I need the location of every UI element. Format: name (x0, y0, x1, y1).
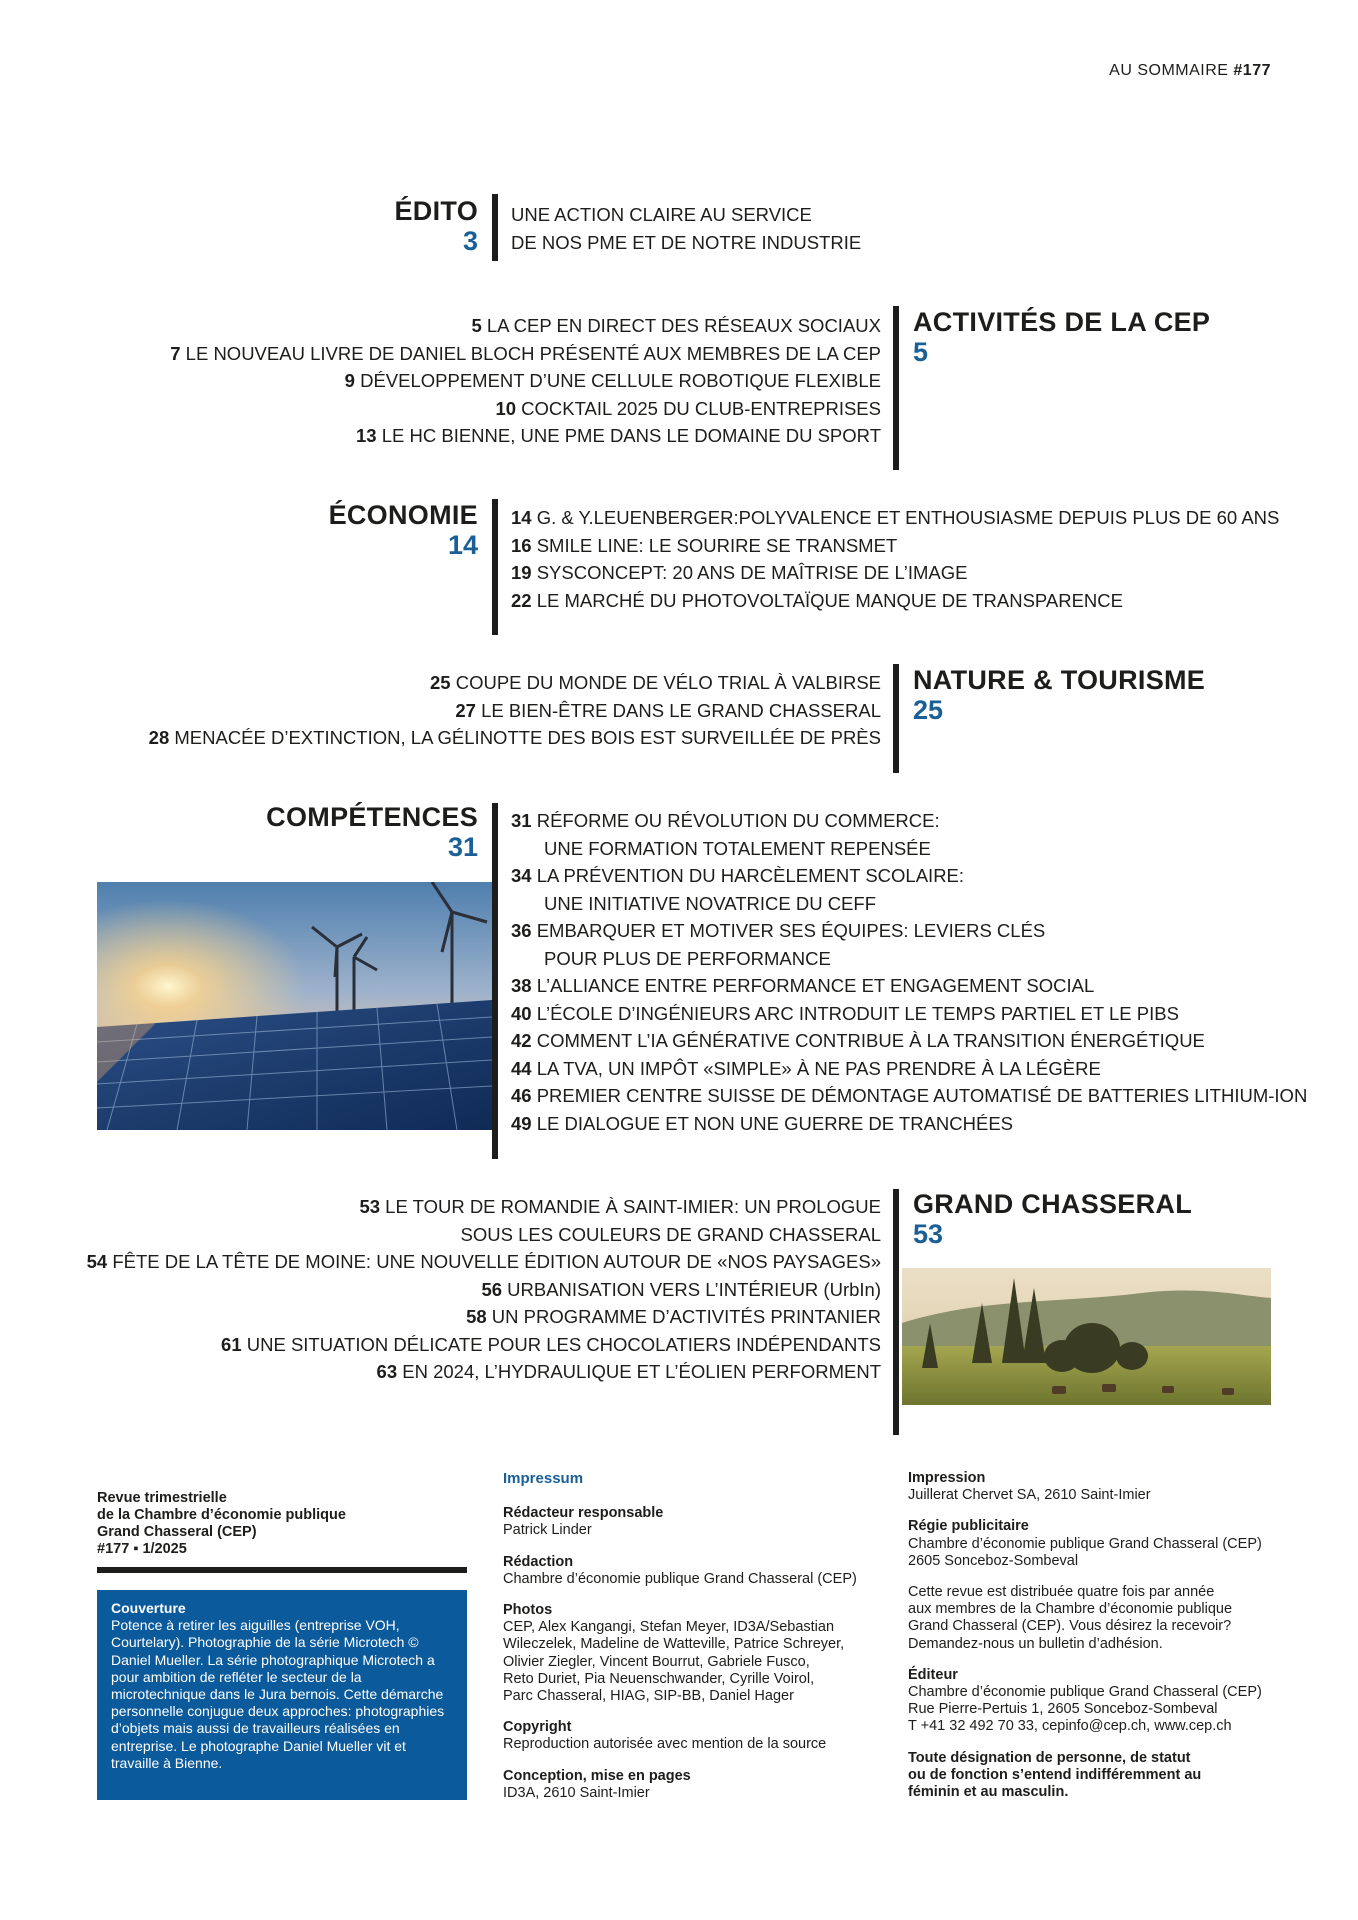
section-nature-heading (913, 665, 1205, 724)
impressum-block (503, 1768, 883, 1802)
section-title: NATURE & TOURISME (913, 665, 1206, 695)
cover-title: Couverture (111, 1600, 186, 1616)
section-page: 25 (913, 695, 944, 725)
impressum-block (503, 1505, 883, 1539)
toc-entry-continued (511, 835, 1307, 863)
toc-entry-continued (511, 890, 1307, 918)
competences-list (511, 807, 1307, 1137)
toc-entry-title: LA PRÉVENTION DU HARCÈLEMENT SCOLAIRE: (531, 865, 965, 886)
section-page: 3 (462, 226, 478, 256)
impressum-heading: Rédacteur responsable (503, 1505, 664, 1522)
toc-entry-title: COMMENT L’IA GÉNÉRATIVE CONTRIBUE À LA TRANSITION ÉNERGÉTIQUE (531, 1030, 1205, 1051)
toc-page-number: 40 (511, 1002, 532, 1024)
toc-page-number: 61 (221, 1333, 242, 1355)
toc-entry (170, 395, 881, 423)
impressum-heading: Rédaction (503, 1553, 574, 1570)
publisher-block (908, 1667, 1288, 1736)
toc-page-number: 58 (466, 1306, 487, 1327)
revue-line: Grand Chasseral (CEP) (97, 1524, 257, 1540)
publisher-heading: Éditeur (908, 1666, 958, 1683)
toc-page-number: 25 (430, 672, 451, 693)
toc-entry-title: SMILE LINE: LE SOURIRE SE TRANSMET (531, 534, 898, 556)
impressum-heading: Copyright (503, 1719, 572, 1736)
issue-number: #177 (1233, 62, 1271, 79)
divider-bar (492, 499, 498, 635)
toc-entry-title: LE TOUR DE ROMANDIE À SAINT-IMIER: UN PROLOGUE (380, 1196, 881, 1217)
toc-page-number: 63 (376, 1361, 398, 1382)
revue-line: de la Chambre d’économie publique (97, 1507, 346, 1523)
toc-entry-title: FÊTE DE LA TÊTE DE MOINE: UNE NOUVELLE ÉDITION AUTOUR DE «NOS PAYSAGES» (107, 1251, 881, 1272)
toc-page-number: 54 (86, 1251, 108, 1272)
publisher-text: Chambre d’économie publique Grand Chasseral (CEP) 2605 Sonceboz-Sombeval (908, 1535, 1262, 1569)
header-prefix: AU SOMMAIRE (1109, 62, 1234, 79)
impressum-title: Impressum (503, 1470, 584, 1487)
cover-credit-box (97, 1590, 467, 1800)
toc-entry-title: LE MARCHÉ DU PHOTOVOLTAÏQUE MANQUE DE TRANSPARENCE (531, 589, 1123, 611)
toc-entry-title: DÉVELOPPEMENT D’UNE CELLULE ROBOTIQUE FLEXIBLE (354, 370, 881, 391)
toc-entry-title: PREMIER CENTRE SUISSE DE DÉMONTAGE AUTOMATISÉ DE BATTERIES LITHIUM-ION (531, 1085, 1308, 1106)
revue-line: #177 ▪ 1/2025 (97, 1541, 187, 1557)
toc-page-number: 9 (344, 370, 355, 391)
impressum-text: Reproduction autorisée avec mention de la source (503, 1736, 827, 1753)
economie-list (511, 504, 1279, 614)
horizontal-rule (97, 1567, 467, 1573)
toc-entry (511, 532, 1279, 560)
toc-entry (511, 862, 1307, 890)
publisher-text: Cette revue est distribuée quatre fois par année aux membres de la Chambre d’économie publique Grand Chasseral (CEP). Vous désirez la recevoir? Demandez-nous un bulletin d’adhésion. (908, 1584, 1233, 1652)
activites-list (170, 312, 881, 450)
impressum-text: ID3A, 2610 Saint-Imier (503, 1784, 650, 1801)
toc-entry (149, 697, 881, 725)
toc-entry-title-continued: POUR PLUS DE PERFORMANCE (544, 947, 831, 969)
divider-bar (893, 306, 899, 470)
toc-entry (170, 340, 881, 368)
toc-page-number: 22 (511, 589, 532, 611)
toc-entry (87, 1221, 881, 1249)
toc-page-number: 34 (511, 865, 532, 886)
toc-entry-title: EMBARQUER ET MOTIVER SES ÉQUIPES: LEVIERS CLÉS (531, 920, 1046, 941)
impressum-block (503, 1554, 883, 1588)
section-page: 31 (447, 832, 478, 862)
toc-entry (511, 807, 1307, 835)
edito-lines (511, 201, 861, 256)
toc-entry-continued (511, 945, 1307, 973)
toc-entry (511, 1027, 1307, 1055)
toc-entry (170, 367, 881, 395)
toc-entry (170, 422, 881, 450)
toc-entry-title: URBANISATION VERS L’INTÉRIEUR (UrbIn) (502, 1278, 881, 1300)
publisher-block (908, 1584, 1288, 1653)
section-title: ÉDITO (394, 196, 478, 226)
toc-page-number: 46 (511, 1085, 532, 1106)
toc-entry (511, 587, 1279, 615)
toc-page-number: 5 (471, 315, 482, 336)
toc-entry-title: G. & Y.LEUENBERGER:POLYVALENCE ET ENTHOUSIASME DEPUIS PLUS DE 60 ANS (531, 507, 1280, 528)
toc-entry-title-continued: UNE INITIATIVE NOVATRICE DU CEFF (544, 892, 876, 914)
toc-entry-title: RÉFORME OU RÉVOLUTION DU COMMERCE: (531, 810, 940, 831)
solar-wind-photo (97, 882, 492, 1130)
toc-entry (170, 312, 881, 340)
impressum-block (503, 1719, 883, 1753)
publisher-block (908, 1518, 1288, 1570)
toc-entry-title: EN 2024, L’HYDRAULIQUE ET L’ÉOLIEN PERFORMENT (397, 1361, 881, 1382)
publisher-column (908, 1470, 1288, 1801)
section-page: 53 (913, 1219, 944, 1249)
toc-entry (511, 504, 1279, 532)
toc-page-number: 38 (511, 975, 532, 996)
section-edito-heading (394, 196, 478, 255)
section-title: ÉCONOMIE (328, 500, 478, 530)
edito-line: UNE ACTION CLAIRE AU SERVICE (511, 204, 812, 225)
toc-entry (149, 724, 881, 752)
impressum-heading: Conception, mise en pages (503, 1767, 691, 1784)
section-economie-heading (329, 500, 478, 559)
toc-entry (511, 972, 1307, 1000)
section-chasseral-heading (913, 1189, 1192, 1248)
toc-entry (87, 1276, 881, 1304)
page-header (1109, 62, 1271, 80)
solar-wind-illustration (97, 882, 492, 1130)
toc-entry (87, 1303, 881, 1331)
toc-entry (511, 917, 1307, 945)
revue-info (97, 1490, 467, 1558)
publisher-text: Chambre d’économie publique Grand Chasseral (CEP) Rue Pierre-Pertuis 1, 2605 Sonceboz-Sombeval T +41 32 492 70 33, cepinfo@cep.ch, www.cep.ch (908, 1684, 1262, 1735)
toc-entry-title: LA CEP EN DIRECT DES RÉSEAUX SOCIAUX (481, 315, 881, 336)
toc-page-number: 7 (170, 342, 181, 364)
divider-bar (492, 194, 498, 261)
toc-entry-title: COCKTAIL 2025 DU CLUB-ENTREPRISES (516, 397, 881, 419)
toc-page-number: 10 (495, 397, 517, 419)
toc-page-number: 27 (455, 699, 476, 721)
impressum-heading: Photos (503, 1602, 553, 1619)
toc-entry-title: LA TVA, UN IMPÔT «SIMPLE» À NE PAS PRENDRE À LA LÉGÈRE (531, 1057, 1101, 1079)
toc-entry (511, 1055, 1307, 1083)
section-page: 5 (913, 337, 929, 367)
impressum-text: CEP, Alex Kangangi, Stefan Meyer, ID3A/Sebastian Wileczelek, Madeline de Watteville, Patrice Schreyer, Olivier Ziegler, Vincent Bourrut, Gabriele Fusco, Reto Duriet, Pia Neuenschwander, Cyrille Voirol, Parc Chasseral, HIAG, SIP-BB, Daniel Hager (503, 1619, 845, 1705)
toc-entry (511, 1000, 1307, 1028)
toc-page-number: 28 (148, 727, 170, 748)
toc-page-number: 56 (481, 1278, 503, 1300)
toc-entry (87, 1358, 881, 1386)
toc-page-number: 13 (356, 425, 377, 446)
toc-entry (511, 1082, 1307, 1110)
gender-note: Toute désignation de personne, de statut ou de fonction s’entend indifféremment au féminin et au masculin. (908, 1749, 1202, 1801)
landscape-photo (902, 1268, 1271, 1405)
divider-bar (492, 803, 498, 1159)
cover-text: Potence à retirer les aiguilles (entreprise VOH, Courtelary). Photographie de la série Microtech © Daniel Mueller. La série photographique Microtech a pour ambition de refléter le secteur de la microtechnique dans le Jura bernois. Cette démarche personnelle conjugue deux approches: photographies d’objets mais aussi de travailleurs réalisées en entreprise. Le photographe Daniel Mueller vit et travaille à Bienne. (111, 1617, 445, 1771)
publisher-heading: Impression (908, 1470, 986, 1486)
toc-entry-title: LE HC BIENNE, UNE PME DANS LE DOMAINE DU SPORT (376, 425, 881, 446)
toc-entry (511, 559, 1279, 587)
toc-page-number: 14 (511, 507, 532, 528)
toc-page-number: 53 (359, 1196, 381, 1217)
toc-page-number: 31 (511, 810, 532, 831)
nature-list (149, 669, 881, 752)
toc-entry-title: LE NOUVEAU LIVRE DE DANIEL BLOCH PRÉSENTÉ AUX MEMBRES DE LA CEP (180, 342, 881, 364)
toc-entry-title: LE DIALOGUE ET NON UNE GUERRE DE TRANCHÉES (531, 1112, 1014, 1134)
impressum-block (503, 1602, 883, 1705)
section-activites-heading (913, 307, 1210, 366)
toc-entry (87, 1248, 881, 1276)
impressum-text: Chambre d’économie publique Grand Chasseral (CEP) (503, 1570, 857, 1587)
landscape-illustration (902, 1268, 1271, 1405)
section-title: GRAND CHASSERAL (913, 1189, 1193, 1219)
toc-entry-title: L’ALLIANCE ENTRE PERFORMANCE ET ENGAGEMENT SOCIAL (531, 975, 1095, 996)
toc-page-number: 19 (511, 562, 532, 583)
section-title: ACTIVITÉS DE LA CEP (913, 307, 1211, 337)
section-page: 14 (447, 530, 478, 560)
toc-entry (149, 669, 881, 697)
toc-entry-title: UN PROGRAMME D’ACTIVITÉS PRINTANIER (486, 1306, 881, 1327)
toc-page-number: 44 (511, 1057, 532, 1079)
toc-page-number: 49 (511, 1112, 532, 1134)
toc-entry (87, 1331, 881, 1359)
publisher-text: Juillerat Chervet SA, 2610 Saint-Imier (908, 1487, 1151, 1504)
toc-page-number: 42 (511, 1030, 532, 1051)
toc-entry-title: L’ÉCOLE D’INGÉNIEURS ARC INTRODUIT LE TEMPS PARTIEL ET LE PIBS (531, 1002, 1179, 1024)
toc-entry-title: SOUS LES COULEURS DE GRAND CHASSERAL (460, 1223, 881, 1245)
revue-line: Revue trimestrielle (97, 1490, 227, 1506)
toc-entry-title: SYSCONCEPT: 20 ANS DE MAÎTRISE DE L’IMAGE (531, 562, 968, 583)
toc-entry (511, 1110, 1307, 1138)
chasseral-list (87, 1193, 881, 1386)
impressum-column (503, 1470, 883, 1816)
publisher-heading: Régie publicitaire (908, 1518, 1029, 1535)
toc-entry-title: UNE SITUATION DÉLICATE POUR LES CHOCOLATIERS INDÉPENDANTS (241, 1333, 881, 1355)
toc-page-number: 36 (511, 920, 532, 941)
toc-entry-title: COUPE DU MONDE DE VÉLO TRIAL À VALBIRSE (450, 672, 881, 693)
impressum-text: Patrick Linder (503, 1522, 592, 1539)
toc-page-number: 16 (511, 534, 532, 556)
section-competences-heading (266, 802, 478, 861)
toc-entry-title: MENACÉE D’EXTINCTION, LA GÉLINOTTE DES BOIS EST SURVEILLÉE DE PRÈS (169, 727, 881, 748)
publisher-block (908, 1470, 1288, 1504)
toc-entry-title-continued: UNE FORMATION TOTALEMENT REPENSÉE (544, 837, 931, 859)
edito-line: DE NOS PME ET DE NOTRE INDUSTRIE (511, 231, 862, 253)
toc-entry (87, 1193, 881, 1221)
toc-entry-title: LE BIEN-ÊTRE DANS LE GRAND CHASSERAL (475, 699, 881, 721)
divider-bar (893, 1189, 899, 1435)
section-title: COMPÉTENCES (266, 802, 478, 832)
divider-bar (893, 664, 899, 773)
